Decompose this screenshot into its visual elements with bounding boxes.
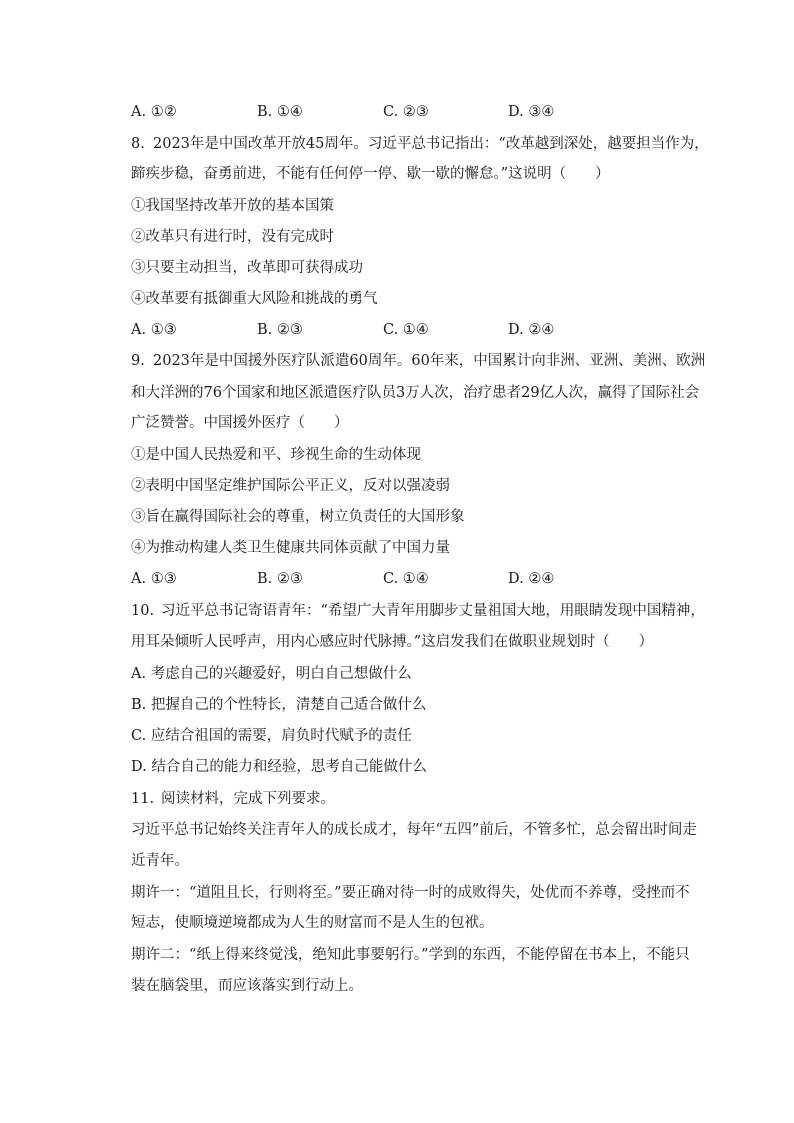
q10-choice-b: B. 把握自己的个性特长，清楚自己适合做什么 — [131, 697, 427, 713]
q11-material-line1: 习近平总书记始终关注青年人的成长成才，每年“五四”前后，不管多忙，总会留出时间走 — [131, 822, 697, 838]
q8-option-d: D. ②④ — [508, 322, 555, 338]
q11-expect2-line1: 期许二：“纸上得来终觉浅，绝知此事要躬行。”学到的东西，不能停留在书本上，不能只 — [131, 947, 690, 963]
q11-expect1-line1: 期许一：“道阻且长，行则将至。”要正确对待一时的成败得失，处优而不养尊，受挫而不 — [131, 885, 690, 901]
q8-options — [131, 320, 691, 340]
q11-stem-text: 阅读材料，完成下列要求。 — [161, 791, 335, 807]
q9-statement-4: ④为推动构建人类卫生健康共同体贡献了中国力量 — [131, 540, 450, 556]
q8-number: 8. — [131, 136, 145, 152]
q10-stem-line2: 用耳朵倾听人民呼声，用内心感应时代脉搏。”这启发我们在做职业规划时（ ） — [131, 634, 654, 650]
q9-stem-text1: 2023年是中国援外医疗队派遣60周年。60年来，中国累计向非洲、亚洲、美洲、欧洲 — [153, 353, 706, 369]
q9-option-b: B. ②③ — [257, 571, 303, 587]
q9-option-d: D. ②④ — [508, 571, 555, 587]
q7-option-d: D. ③④ — [508, 104, 555, 120]
q11-expect1-line2: 短志，使顺境逆境都成为人生的财富而不是人生的包袱。 — [131, 915, 494, 931]
q8-stem-line1 — [131, 134, 709, 154]
q9-statement-1: ①是中国人民热爱和平、珍视生命的生动体现 — [131, 447, 421, 463]
q7-option-b: B. ①④ — [257, 104, 303, 120]
q8-option-c: C. ①④ — [383, 322, 429, 338]
q11-number: 11. — [131, 791, 155, 807]
q9-options — [131, 569, 691, 589]
q11-expect2-line2: 装在脑袋里，而应该落实到行动上。 — [131, 978, 363, 994]
q9-statement-3: ③旨在赢得国际社会的尊重，树立负责任的大国形象 — [131, 509, 465, 525]
q8-stem-line2: 蹄疾步稳，奋勇前进，不能有任何停一停、歇一歇的懈怠。”这说明（ ） — [131, 166, 610, 182]
q7-option-c: C. ②③ — [383, 104, 429, 120]
q10-stem-text1: 习近平总书记寄语青年：“希望广大青年用脚步丈量祖国大地，用眼睛发现中国精神， — [161, 603, 705, 619]
q8-statement-2: ②改革只有进行时，没有完成时 — [131, 229, 334, 245]
q9-statement-2: ②表明中国坚定维护国际公平正义，反对以强凌弱 — [131, 478, 450, 494]
q8-statement-3: ③只要主动担当，改革即可获得成功 — [131, 260, 363, 276]
q9-stem-line3: 广泛赞誉。中国援外医疗（ ） — [131, 415, 349, 431]
q9-option-a: A. ①③ — [131, 571, 177, 587]
q7-options — [131, 102, 691, 122]
q11-material-line2: 近青年。 — [131, 853, 189, 869]
q8-option-a: A. ①③ — [131, 322, 177, 338]
q9-stem-line1 — [131, 351, 705, 371]
q7-option-a: A. ①② — [131, 104, 177, 120]
q9-number: 9. — [131, 353, 145, 369]
q8-option-b: B. ②③ — [257, 322, 303, 338]
q10-number: 10. — [131, 603, 155, 619]
q11-stem — [131, 789, 335, 809]
q10-choice-c: C. 应结合祖国的需要，肩负时代赋予的责任 — [131, 728, 412, 744]
q10-choice-a: A. 考虑自己的兴趣爱好，明白自己想做什么 — [131, 666, 412, 682]
q9-option-c: C. ①④ — [383, 571, 429, 587]
q8-statement-4: ④改革要有抵御重大风险和挑战的勇气 — [131, 291, 378, 307]
q8-statement-1: ①我国坚持改革开放的基本国策 — [131, 198, 334, 214]
q9-stem-line2: 和大洋洲的76个国家和地区派遣医疗队员3万人次，治疗患者29亿人次，赢得了国际社会 — [131, 385, 700, 401]
q10-stem-line1 — [131, 601, 705, 621]
q8-stem-text1: 2023年是中国改革开放45周年。习近平总书记指出：“改革越到深处，越要担当作为， — [153, 136, 709, 152]
q10-choice-d: D. 结合自己的能力和经验，思考自己能做什么 — [131, 759, 427, 775]
